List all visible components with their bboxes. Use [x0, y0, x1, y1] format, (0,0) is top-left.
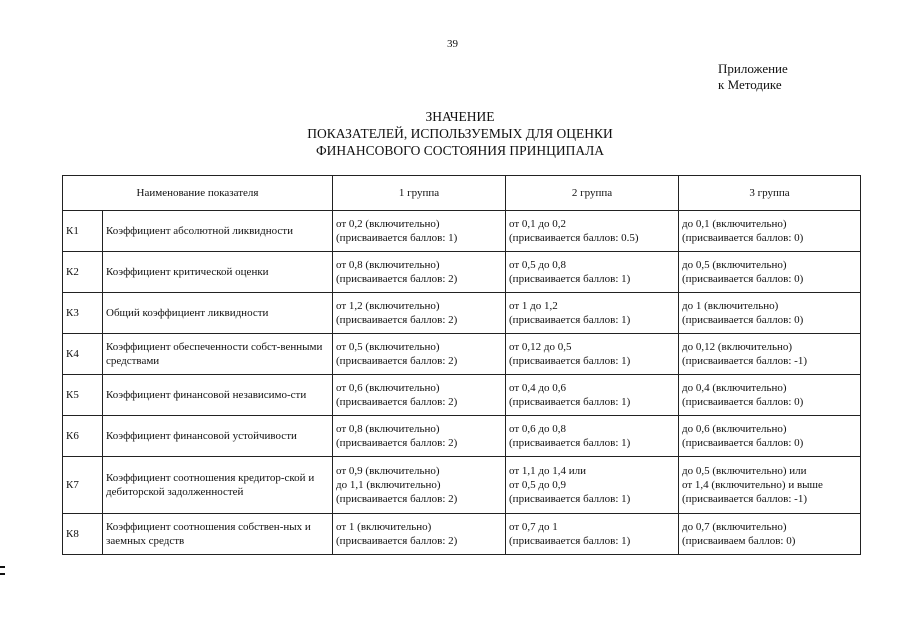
- group-2-value: от 0,12 до 0,5 (присваивается баллов: 1): [506, 334, 679, 375]
- page-number: 39: [447, 38, 458, 50]
- indicator-name: Коэффициент финансовой устойчивости: [103, 416, 333, 457]
- group-2-value: от 1,1 до 1,4 или от 0,5 до 0,9 (присваивается баллов: 1): [506, 457, 679, 514]
- group-2-value: от 0,1 до 0,2 (присваивается баллов: 0.5): [506, 211, 679, 252]
- indicator-code: К1: [63, 211, 103, 252]
- indicator-name: Коэффициент соотношения собствен-ных и заемных средств: [103, 514, 333, 555]
- group-1-value: от 0,5 (включительно) (присваивается баллов: 2): [333, 334, 506, 375]
- indicator-name: Коэффициент обеспеченности собст-венными средствами: [103, 334, 333, 375]
- table-row: [63, 293, 861, 334]
- indicator-name: Коэффициент абсолютной ликвидности: [103, 211, 333, 252]
- group-2-value: от 0,5 до 0,8 (присваивается баллов: 1): [506, 252, 679, 293]
- group-1-value: от 0,6 (включительно) (присваивается баллов: 2): [333, 375, 506, 416]
- group-2-value: от 0,6 до 0,8 (присваивается баллов: 1): [506, 416, 679, 457]
- header-group-2: 2 группа: [506, 176, 679, 211]
- group-3-value: до 0,5 (включительно) или от 1,4 (включительно) и выше (присваивается баллов: -1): [679, 457, 861, 514]
- appendix-note: [718, 61, 788, 93]
- table-row: [63, 416, 861, 457]
- indicators-table: [62, 175, 861, 555]
- table-row: [63, 457, 861, 514]
- indicator-code: К4: [63, 334, 103, 375]
- scan-edge-mark: [0, 573, 5, 575]
- group-3-value: до 0,5 (включительно) (присваивается баллов: 0): [679, 252, 861, 293]
- indicator-name: Коэффициент критической оценки: [103, 252, 333, 293]
- indicator-name: Общий коэффициент ликвидности: [103, 293, 333, 334]
- title-line-1: ЗНАЧЕНИЕ: [425, 109, 495, 124]
- group-3-value: до 0,1 (включительно) (присваивается баллов: 0): [679, 211, 861, 252]
- appendix-line-1: Приложение: [718, 61, 788, 76]
- header-group-1: 1 группа: [333, 176, 506, 211]
- group-1-value: от 0,2 (включительно) (присваивается баллов: 1): [333, 211, 506, 252]
- group-3-value: до 0,4 (включительно) (присваивается баллов: 0): [679, 375, 861, 416]
- indicator-code: К3: [63, 293, 103, 334]
- group-2-value: от 0,7 до 1 (присваивается баллов: 1): [506, 514, 679, 555]
- indicator-code: К2: [63, 252, 103, 293]
- group-3-value: до 0,12 (включительно) (присваивается баллов: -1): [679, 334, 861, 375]
- group-2-value: от 1 до 1,2 (присваивается баллов: 1): [506, 293, 679, 334]
- group-1-value: от 0,8 (включительно) (присваивается баллов: 2): [333, 252, 506, 293]
- header-indicator-name: Наименование показателя: [63, 176, 333, 211]
- table-row: [63, 334, 861, 375]
- title-line-3: ФИНАНСОВОГО СОСТОЯНИЯ ПРИНЦИПАЛА: [315, 143, 605, 158]
- group-3-value: до 1 (включительно) (присваивается баллов: 0): [679, 293, 861, 334]
- indicator-name: Коэффициент соотношения кредитор-ской и дебиторской задолженностей: [103, 457, 333, 514]
- table-body: [63, 211, 861, 555]
- table-row: [63, 514, 861, 555]
- header-group-3: 3 группа: [679, 176, 861, 211]
- table-row: [63, 252, 861, 293]
- scan-edge-mark: [0, 566, 5, 568]
- group-3-value: до 0,6 (включительно) (присваивается баллов: 0): [679, 416, 861, 457]
- group-1-value: от 1 (включительно) (присваивается баллов: 2): [333, 514, 506, 555]
- indicator-code: К8: [63, 514, 103, 555]
- appendix-line-2: к Методике: [718, 77, 782, 92]
- indicator-code: К6: [63, 416, 103, 457]
- document-title: [150, 108, 770, 159]
- group-1-value: от 1,2 (включительно) (присваивается баллов: 2): [333, 293, 506, 334]
- table-header-row: [63, 176, 861, 211]
- indicator-code: К5: [63, 375, 103, 416]
- title-line-2: ПОКАЗАТЕЛЕЙ, ИСПОЛЬЗУЕМЫХ ДЛЯ ОЦЕНКИ: [307, 126, 613, 141]
- table-row: [63, 375, 861, 416]
- table-row: [63, 211, 861, 252]
- group-1-value: от 0,8 (включительно) (присваивается баллов: 2): [333, 416, 506, 457]
- group-1-value: от 0,9 (включительно) до 1,1 (включительно) (присваивается баллов: 2): [333, 457, 506, 514]
- indicator-code: К7: [63, 457, 103, 514]
- group-2-value: от 0,4 до 0,6 (присваивается баллов: 1): [506, 375, 679, 416]
- group-3-value: до 0,7 (включительно) (присваиваем баллов: 0): [679, 514, 861, 555]
- indicator-name: Коэффициент финансовой независимо-сти: [103, 375, 333, 416]
